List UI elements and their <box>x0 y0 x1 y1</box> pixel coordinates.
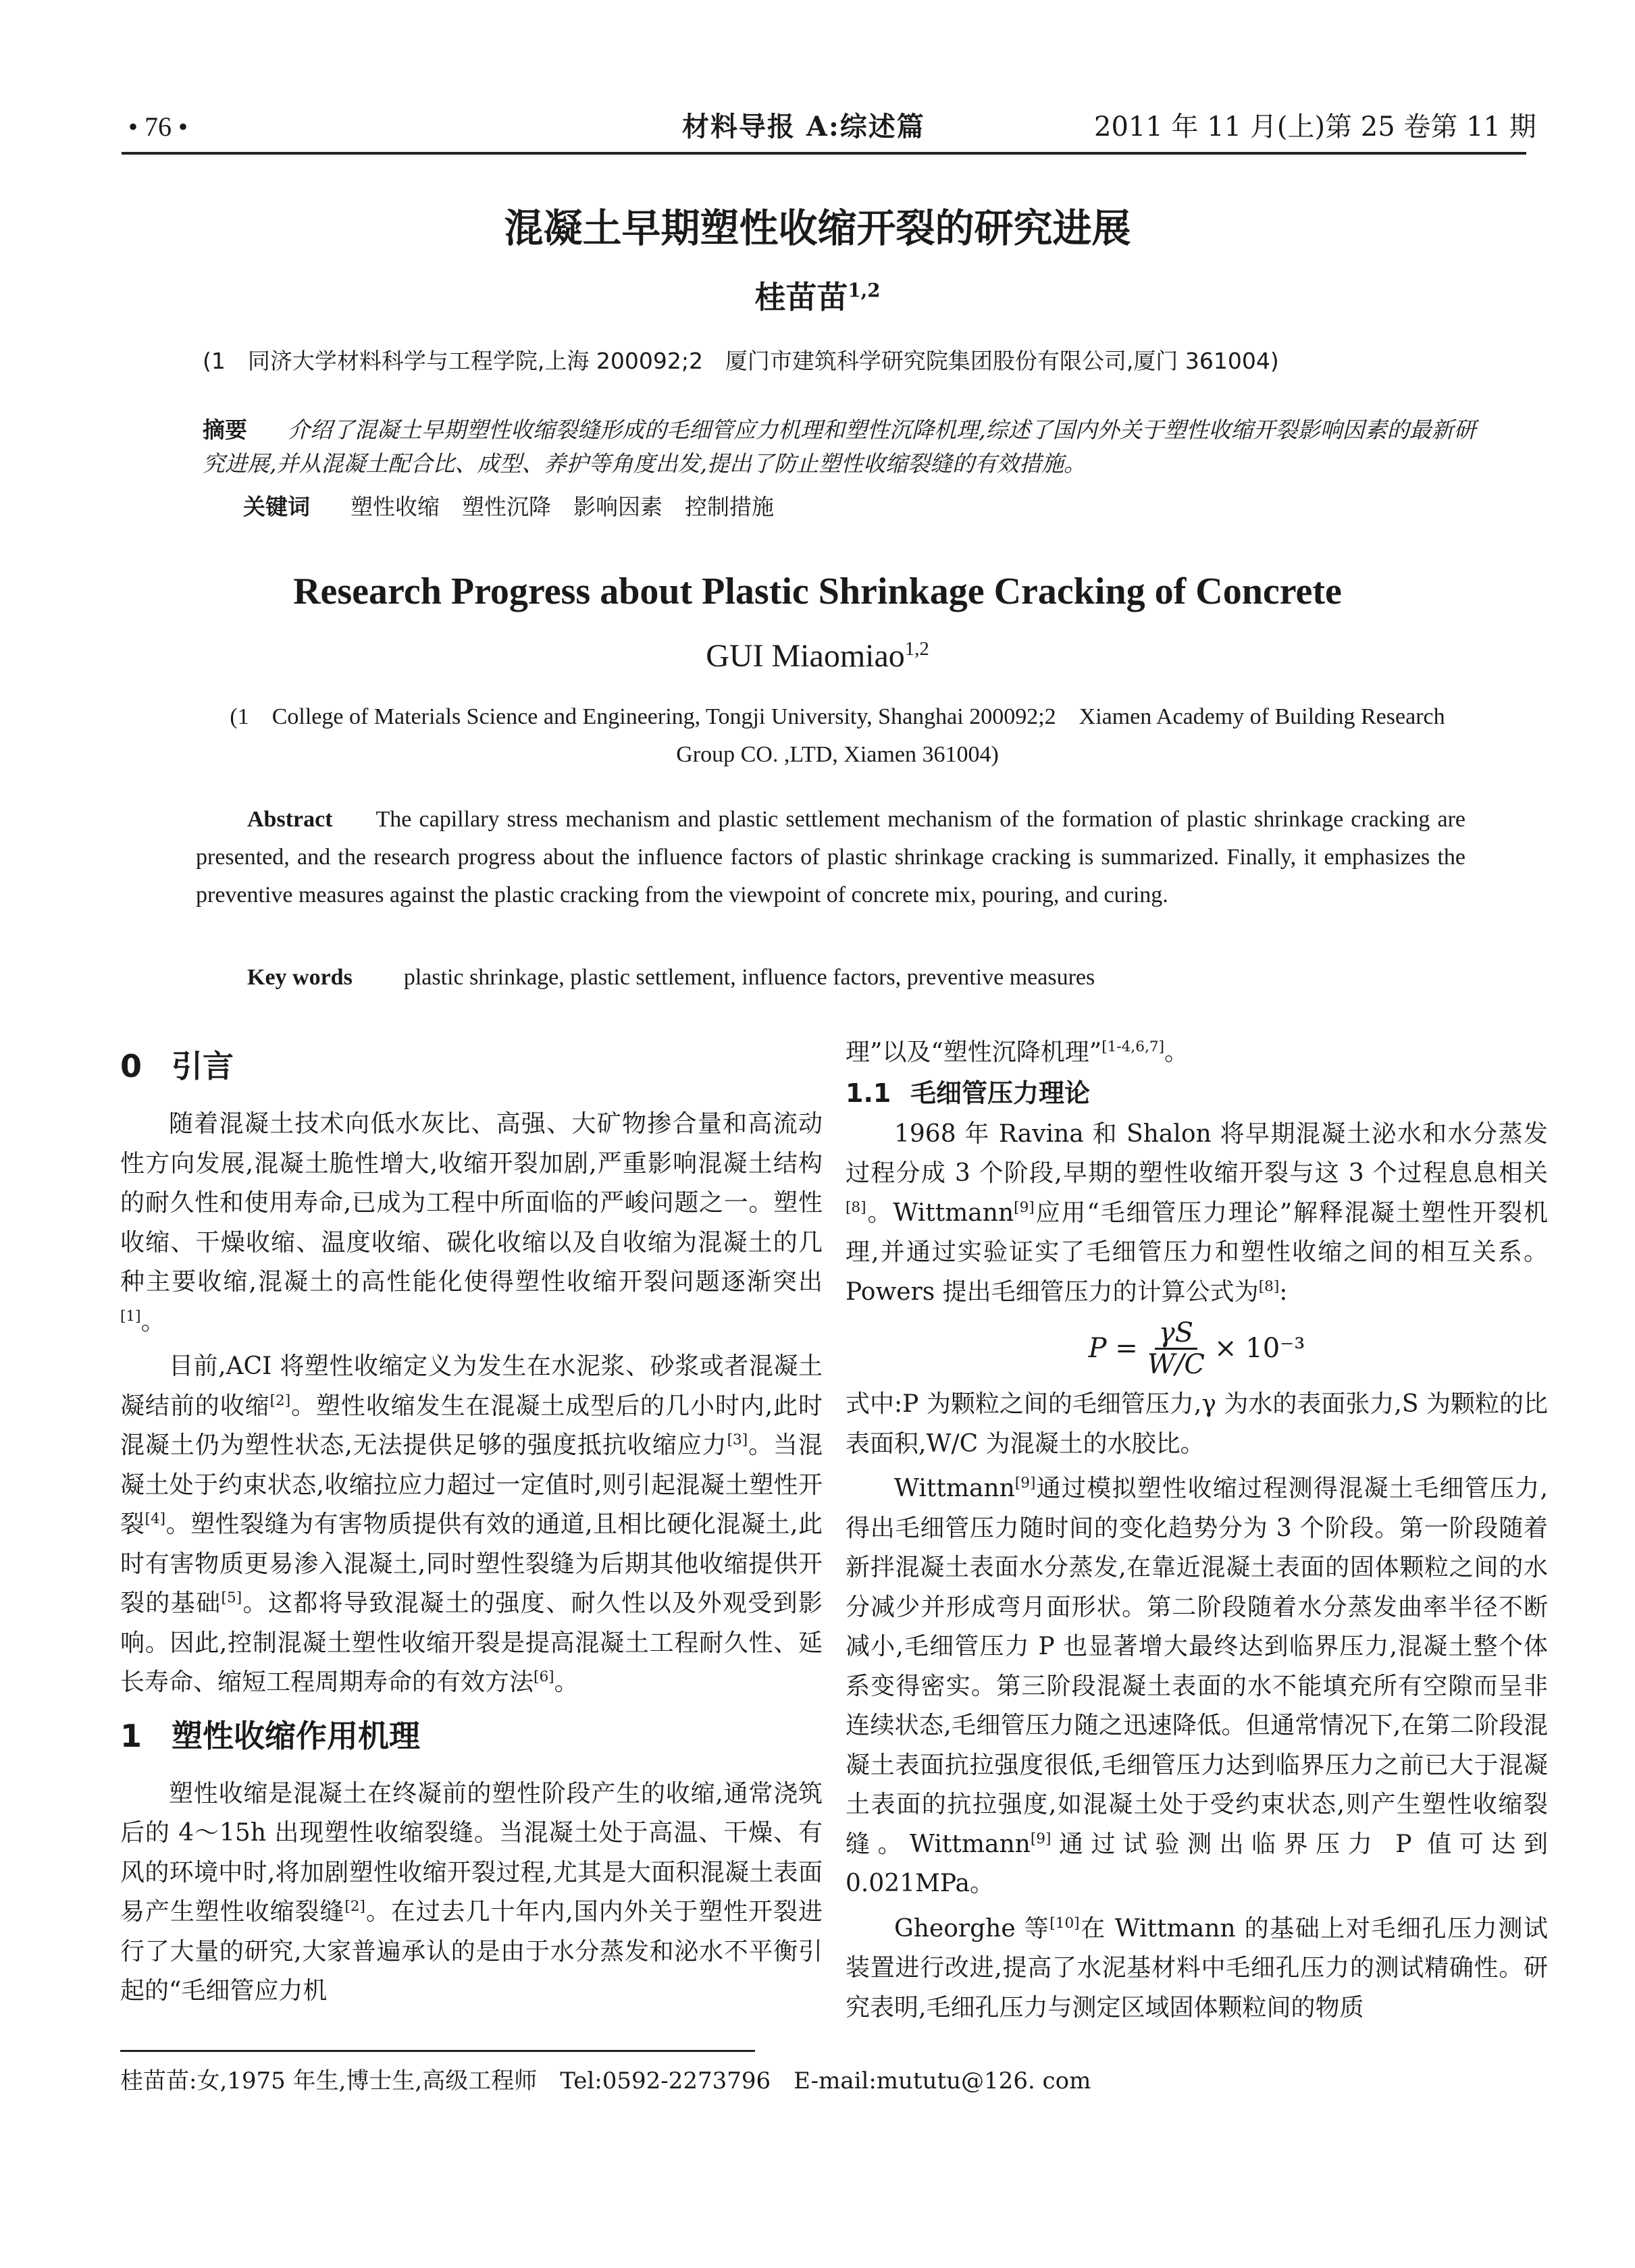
citation: [2] <box>269 1392 291 1409</box>
author-chinese <box>0 277 1635 317</box>
paragraph <box>120 1774 823 2011</box>
paragraph <box>846 1115 1548 1313</box>
paragraph-text: 在 Wittmann 的基础上对毛细孔压力测试装置进行改进,提高了水泥基材料中毛细孔压力的测试精确性。研究表明,毛细孔压力与测定区域固体颗粒间的物质 <box>846 1914 1548 2022</box>
formula-fraction <box>1143 1318 1209 1379</box>
page-number: • 76 • <box>128 111 188 142</box>
abstract-english-label: Abstract <box>247 807 333 832</box>
header-rule <box>122 152 1526 155</box>
title-chinese: 混凝土早期塑性收缩开裂的研究进展 <box>504 205 1131 251</box>
citation: [9] <box>1014 1475 1036 1492</box>
author-chinese-affil-mark: 1,2 <box>848 279 881 302</box>
citation: [4] <box>145 1510 166 1527</box>
author-english <box>0 635 1635 678</box>
keywords-chinese-label: 关键词 <box>243 494 310 520</box>
author-chinese-name: 桂苗苗 <box>754 279 848 315</box>
author-footnote: 桂苗苗:女,1975 年生,博士生,高级工程师 Tel:0592-2273796 E-mail:mututu@126. com <box>120 2067 1091 2094</box>
paragraph-text: 。Wittmann <box>866 1198 1014 1227</box>
citation: [6] <box>534 1668 554 1685</box>
citation: [8] <box>1258 1277 1280 1295</box>
right-column <box>846 1033 1548 2028</box>
paragraph-text: 。 <box>1164 1038 1189 1066</box>
citation: [1] <box>120 1307 141 1325</box>
keywords-chinese-text: 塑性收缩 塑性沉降 影响因素 控制措施 <box>351 494 774 520</box>
paragraph-text: 。在过去几十年内,国内外关于塑性开裂进行了大量的研究,大家普遍承认的是由于水分蒸发和泌水不平衡引起的“毛细管应力机 <box>120 1898 823 2005</box>
keywords-english <box>247 959 1095 997</box>
paragraph-text: 。 <box>554 1668 579 1696</box>
keywords-english-label: Key words <box>247 965 353 990</box>
abstract-chinese-text: 介绍了混凝土早期塑性收缩裂缝形成的毛细管应力机理和塑性沉降机理,综述了国内外关于塑性收缩开裂影响因素的最新研究进展,并从混凝土配合比、成型、养护等角度出发,提出了防止塑性收缩裂缝的有效措施。 <box>203 417 1476 477</box>
paragraph-text: 目前,ACI 将塑性收缩定义为发生在水泥浆、砂浆或者混凝土凝结前的收缩 <box>120 1352 823 1420</box>
subsection-number: 1.1 <box>846 1078 891 1108</box>
section-number: 1 <box>120 1717 142 1754</box>
section-heading-mechanism <box>120 1712 823 1760</box>
citation: [9] <box>1030 1830 1052 1847</box>
citation: [2] <box>344 1898 365 1915</box>
abstract-chinese-label: 摘要 <box>203 417 247 443</box>
section-heading-introduction <box>120 1043 823 1090</box>
citation: [1-4,6,7] <box>1101 1038 1165 1055</box>
paragraph-text: Gheorghe 等 <box>894 1914 1050 1943</box>
affiliation-chinese: (1 同济大学材料科学与工程学院,上海 200092;2 厦门市建筑科学研究院集团股份有限公司,厦门 361004) <box>203 348 1279 374</box>
affiliation-english: (1 College of Materials Science and Engineering, Tongji University, Shanghai 200092;2 Xiamen Academy of Building Research Group CO. ,LTD, Xiamen 361004) <box>230 704 1445 767</box>
subsection-title: 毛细管压力理论 <box>910 1078 1091 1108</box>
citation: [3] <box>727 1431 748 1448</box>
formula-denominator: W/C <box>1147 1348 1205 1380</box>
title-english: Research Progress about Plastic Shrinkage Cracking of Concrete <box>293 571 1342 612</box>
paragraph <box>120 1105 823 1342</box>
author-english-name: GUI Miaomiao <box>706 638 905 674</box>
subsection-heading-capillary <box>846 1074 1548 1112</box>
journal-name: 材料导报 A:综述篇 <box>682 111 925 142</box>
paragraph-text: 。这都将导致混凝土的强度、耐久性以及外观受到影响。因此,控制混凝土塑性收缩开裂是提高混凝土工程耐久性、延长寿命、缩短工程周期寿命的有效方法 <box>120 1589 823 1696</box>
paragraph <box>120 1347 823 1703</box>
citation: [8] <box>846 1198 866 1216</box>
paragraph-text: 。塑性裂缝为有害物质提供有效的通道,且相比硬化混凝土,此时有害物质更易渗入混凝土,同时塑性裂缝为后期其他收缩提供开裂的基础 <box>120 1510 823 1617</box>
paragraph-text: 随着混凝土技术向低水灰比、高强、大矿物掺合量和高流动性方向发展,混凝土脆性增大,收缩开裂加剧,严重影响混凝土结构的耐久性和使用寿命,已成为工程中所面临的严峻问题之一。塑性收缩、干燥收缩、温度收缩、碳化收缩以及自收缩为混凝土的几种主要收缩,混凝土的高性能化使得塑性收缩开裂问题逐渐突出 <box>120 1110 823 1296</box>
section-number: 0 <box>120 1048 142 1084</box>
paragraph-text: 。塑性收缩发生在混凝土成型后的几小时内,此时混凝土仍为塑性状态,无法提供足够的强度抵抗收缩应力 <box>120 1392 823 1459</box>
keywords-chinese <box>243 490 774 524</box>
paragraph-text: 通过试验测出临界压力 P 值可达到 0.021MPa。 <box>846 1830 1548 1897</box>
abstract-english-text: The capillary stress mechanism and plastic settlement mechanism of the formation of plastic shrinkage cracking are presented, and the research progress about the influence factors of plastic shrinkage cracking is summarized. Finally, it emphasizes the preventive measures against the plastic cracking from the viewpoint of concrete mix, pouring, and curing. <box>196 807 1465 907</box>
paragraph <box>846 1469 1548 1904</box>
paragraph-text: : <box>1279 1277 1288 1306</box>
paragraph-text: Wittmann <box>894 1475 1015 1502</box>
citation: [10] <box>1049 1914 1080 1932</box>
paragraph-text: 理”以及“塑性沉降机理” <box>846 1038 1102 1066</box>
abstract-english <box>196 801 1465 914</box>
citation: [5] <box>221 1589 242 1606</box>
abstract-chinese <box>203 413 1479 481</box>
paragraph <box>846 1033 1548 1073</box>
paragraph <box>846 1909 1548 2028</box>
author-english-affil-mark: 1,2 <box>904 638 929 660</box>
section-title: 塑性收缩作用机理 <box>172 1717 420 1754</box>
paragraph-text: 塑性收缩是混凝土在终凝前的塑性阶段产生的收缩,通常浇筑后的 4～15h 出现塑性收缩裂缝。当混凝土处于高温、干燥、有风的环境中时,将加剧塑性收缩开裂过程,尤其是大面积混凝土表面易产生塑性收缩裂缝 <box>120 1779 823 1926</box>
paragraph-text: 。当混凝土处于约束状态,收缩拉应力超过一定值时,则引起混凝土塑性开裂 <box>120 1431 823 1538</box>
formula-lhs: P = <box>1088 1332 1138 1364</box>
paragraph-text: 通过模拟塑性收缩过程测得混凝土毛细管压力,得出毛细管压力随时间的变化趋势分为 3 个阶段。第一阶段随着新拌混凝土表面水分蒸发,在靠近混凝土表面的固体颗粒之间的水分减少并形成弯月面形状。第二阶段随着水分蒸发曲率半径不断减小,毛细管压力 P 也显著增大最终达到临界压力,混凝土整个体系变得密实。第三阶段混凝土表面的水不能填充所有空隙而呈非连续状态,毛细管压力随之迅速降低。但通常情况下,在第二阶段混凝土表面抗拉强度很低,毛细管压力达到临界压力之前已大于混凝土表面的抗拉强度,如混凝土处于受约束状态,则产生塑性收缩裂缝。Wittmann <box>846 1475 1548 1858</box>
citation: [9] <box>1014 1198 1035 1216</box>
paragraph-text: 。 <box>140 1307 165 1336</box>
paragraph: 式中:P 为颗粒之间的毛细管压力,γ 为水的表面张力,S 为颗粒的比表面积,W/C 为混凝土的水胶比。 <box>846 1390 1548 1458</box>
issue-info: 2011 年 11 月(上)第 25 卷第 11 期 <box>1094 111 1536 142</box>
capillary-pressure-formula <box>846 1315 1548 1382</box>
paragraph-text: 应用“毛细管压力理论”解释混凝土塑性开裂机理,并通过实验证实了毛细管压力和塑性收缩之间的相互关系。Powers 提出毛细管压力的计算公式为 <box>846 1198 1548 1306</box>
formula-factor: × 10⁻³ <box>1214 1332 1305 1364</box>
footnote-rule <box>120 2050 755 2052</box>
keywords-english-text: plastic shrinkage, plastic settlement, influence factors, preventive measures <box>403 965 1095 990</box>
left-column <box>120 1033 823 2011</box>
section-title: 引言 <box>172 1048 234 1084</box>
formula-numerator: γS <box>1155 1318 1197 1350</box>
paragraph-text: 1968 年 Ravina 和 Shalon 将早期混凝土泌水和水分蒸发过程分成 3 个阶段,早期的塑性收缩开裂与这 3 个过程息息相关 <box>846 1119 1548 1187</box>
